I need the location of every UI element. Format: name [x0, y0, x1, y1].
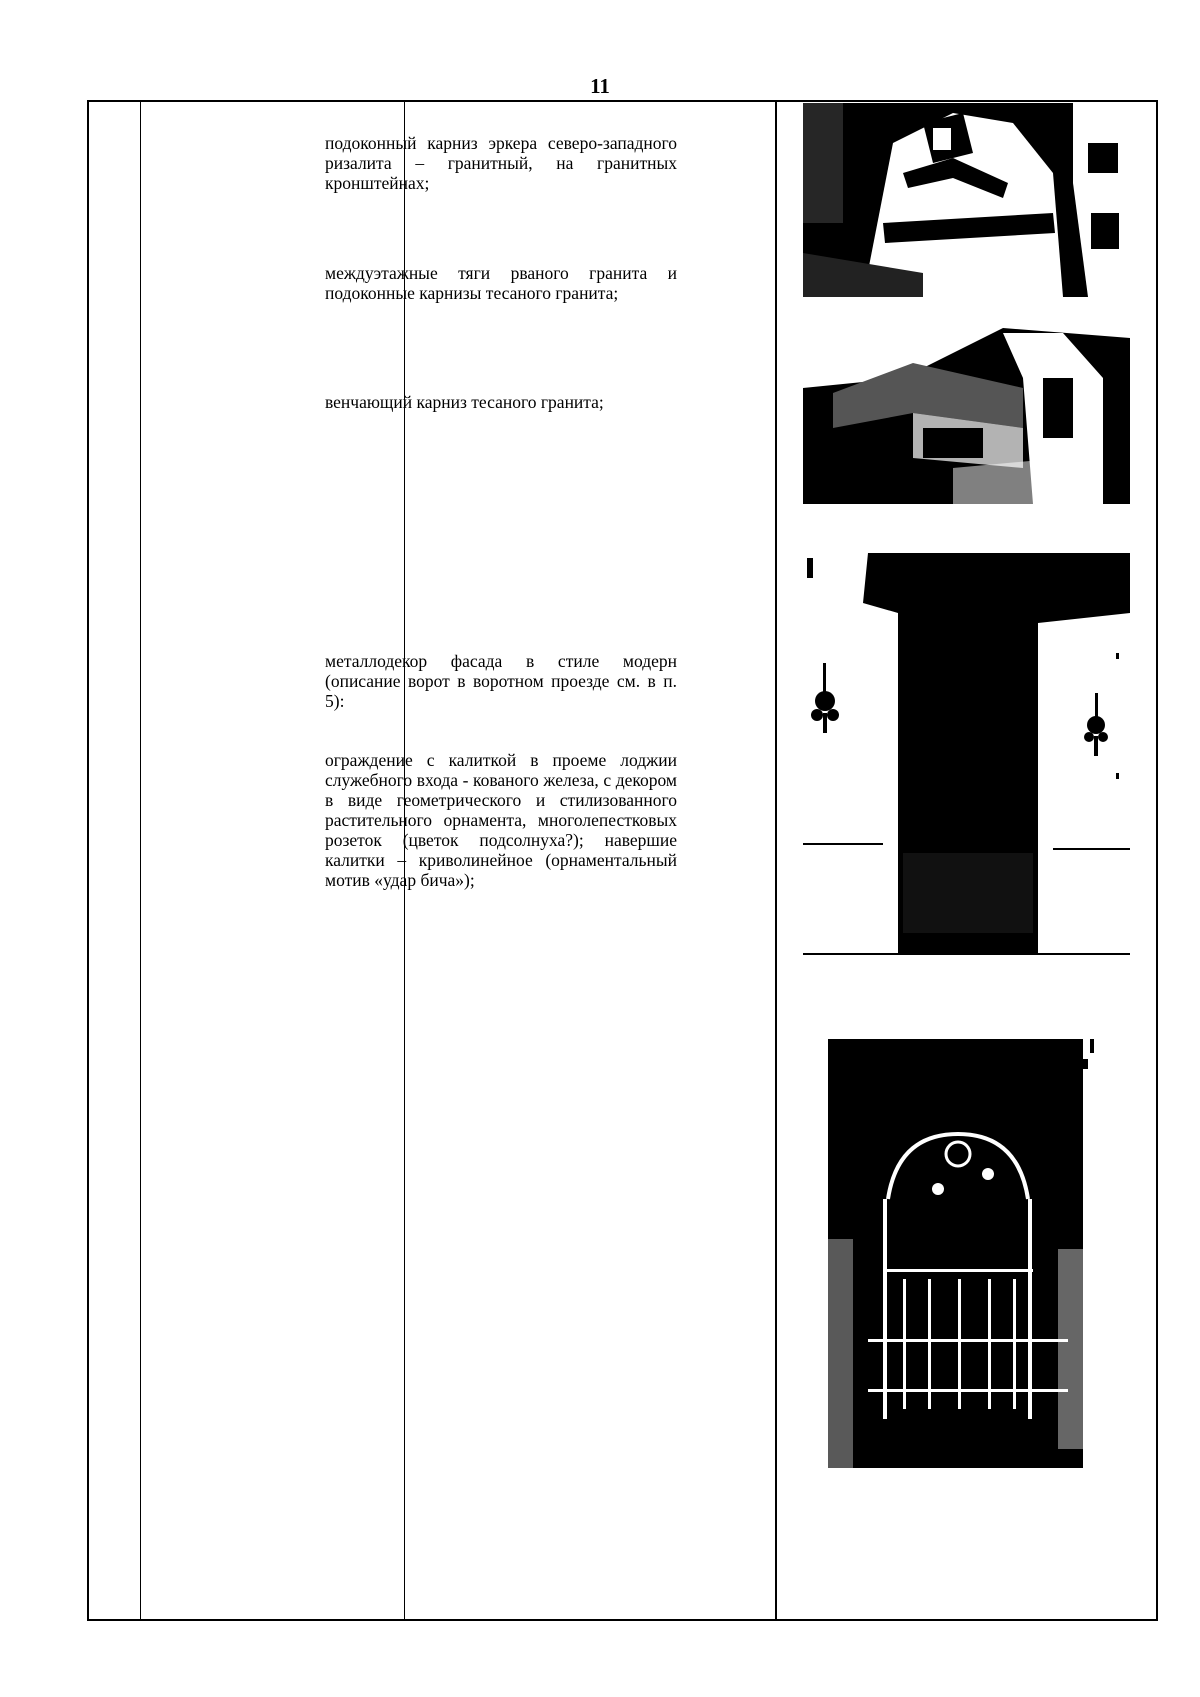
wrought-iron-gate-photo [828, 1039, 1113, 1468]
description-metal-decor: металлодекор фасада в стиле модерн (описание ворот в воротном проезде см. в п. 5): [325, 651, 677, 711]
bay-window-cornice-photo [803, 103, 1130, 297]
column-divider-3 [775, 102, 777, 1619]
portal-with-lanterns-photo-image [803, 553, 1130, 973]
column-divider-1 [140, 102, 141, 1619]
crowning-cornice-photo-image [803, 318, 1130, 504]
description-crowning-cornice: венчающий карниз тесаного гранита; [325, 392, 604, 412]
crowning-cornice-photo [803, 318, 1130, 504]
portal-with-lanterns-photo [803, 553, 1130, 973]
bay-window-cornice-photo-image [803, 103, 1130, 297]
description-bay-window-cornice: подоконный карниз эркера северо-западного ризалита – гранитный, на гранитных кронштейнах; [325, 133, 677, 193]
description-granite-belts: междуэтажные тяги рваного гранита и подоконные карнизы тесаного гранита; [325, 263, 677, 303]
page-number: 11 [590, 74, 610, 98]
description-gate-fence: ограждение с калиткой в проеме лоджии служебного входа - кованого железа, с декором в виде геометрического и стилизованного растительного орнамента, многолепестковых розеток (цветок подсолнуха?); навершие калитки – криволинейное (орнаментальный мотив «удар бича»); [325, 750, 677, 890]
wrought-iron-gate-photo-image [828, 1039, 1113, 1468]
